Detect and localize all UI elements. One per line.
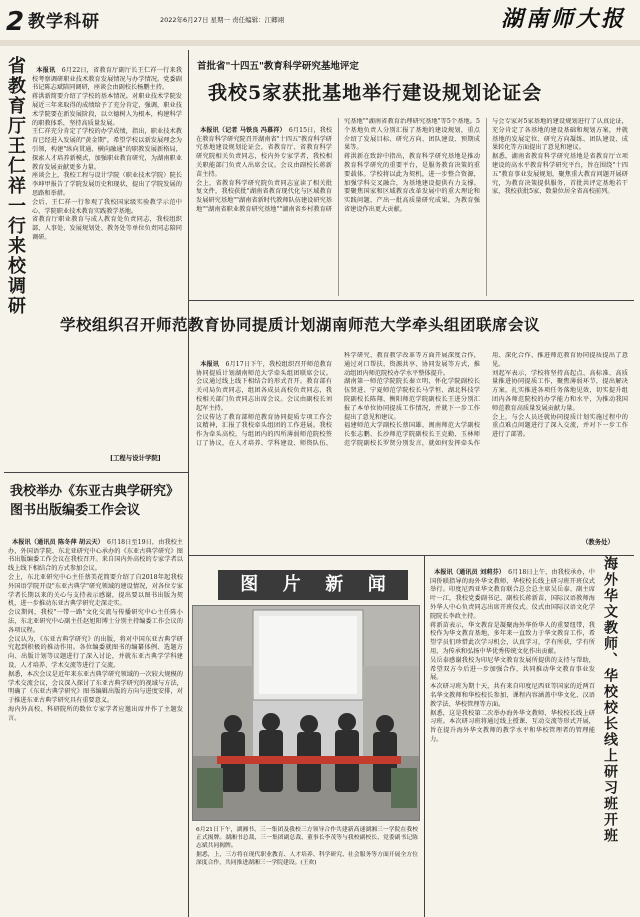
- article-1-byline: 本报讯: [36, 66, 56, 74]
- article-6-byline: 本报讯（通讯员 刘莉芬）: [434, 568, 502, 576]
- column-divider: [424, 555, 425, 917]
- section-title: 教学科研: [28, 12, 100, 32]
- article-1-credit: [工程与设计学院]: [110, 454, 161, 462]
- masthead: 湖南师大报: [500, 6, 626, 32]
- photo-news-char: 图: [240, 574, 259, 596]
- article-1-headline: 省教育厅王仁祥一行来校调研: [5, 56, 26, 316]
- news-photo: [192, 605, 420, 821]
- article-2-headline: 我校5家获批基地举行建设规划论证会: [208, 82, 543, 104]
- article-2-body: [196, 118, 628, 296]
- column-divider: [188, 50, 189, 300]
- row-divider: [188, 300, 634, 301]
- header-rule: [0, 40, 640, 46]
- article-2-text: 6月15日，我校在教育科学研究院召开湖南省"十四五"教育科学研究基地建设规划论证会，省教育厅、省教育科学研究院相关负责同志，校内外专家学者，我校相关职能部门负责人出席会议。会议由副校长蒋新苗主持。 会上，省教育科学研究院负责同志宣读了相关批复文件，我校获批"湖南省教育现代化与区域教育发展研究基地""湖南省新时代教师队伍建设研究基地""湖南省职业教育研究基地""湖南省乡村教育研究基地""湖南省教育治理研究基地"等5个基地。5个基地负责人分别汇报了基地的建设规划，重点介绍了发展目标、研究方向、团队建设、预期成果等。 蒋洪新在致辞中指出，教育科学研究基地是推动教育科学研究的重要平台，是服务教育决策的重要载体。学校将以此为契机，进一步整合资源，加强学科交叉融合，为基地建设提供有力支撑。要聚焦国家和区域教育改革发展中的重大理论和实践问题，产出一批高质量研究成果，为教育强省建设作出更大贡献。 与会专家对5家基地的建设规划进行了认真论证，充分肯定了各基地的建设基础和规划方案，并就基地的发展定位、研究方向凝练、团队建设、成果转化等方面提出了意见和建议。 据悉，湖南省教育科学研究基地是省教育厅立项建设的高水平教育科学研究平台，旨在围绕"十四五"教育事业发展规划，聚焦重大教育问题开展研究，为教育决策提供服务，首批共评定基地若干家，我校获批5家，数量位居全省高校前列。: [196, 118, 628, 213]
- article-2-byline: 本报讯（记者 马铁良 冯慕祥）: [200, 126, 283, 134]
- dateline: 2022年6月27日 星期一 责任编辑：江卿翊: [160, 16, 285, 24]
- article-4-byline: 本报讯（通讯员 陈冬萍 胡云天）: [12, 538, 101, 546]
- article-4-headline: 我校举办《东亚古典学研究》图书出版编委工作会议: [10, 484, 173, 518]
- photo-news-label: [218, 570, 408, 600]
- article-4-body: [8, 530, 183, 914]
- article-6-body: [430, 560, 595, 914]
- article-3-headline: 学校组织召开师范教育协同提质计划湖南师范大学牵头组团联席会议: [60, 315, 541, 334]
- article-2-kicker: 首批省"十四五"教育科学研究基地评定: [197, 61, 359, 72]
- article-1-body: [32, 58, 182, 452]
- photo-news-char: 片: [282, 574, 301, 596]
- article-6-headline: 海外华文教师、华校校长线上研习班开班: [602, 556, 618, 844]
- article-1-text: 6月22日，省教育厅副厅长王仁祥一行来我校考察调研职业技术教育发展情况与办学情况。党委副书记陈志斌陪同调研，座谈会由副校长杨鹏主持。 蒋洪新简要介绍了学校的基本情况。对职业技术学院发展近三年来取得的成绩给予了充分肯定，强调，职业技术学院要在新发展阶段，以立德树人为根本，构建科学的职教体系，坚持高质量发展。 王仁祥充分肯定了学校的办学成绩，指出，职业技术教育已经进入发展的"黄金期"，希望学校以新发展理念为引领，构建"纵向贯通、横向融通"的职教发展新格局，探索人才培养新模式，加强职业教育研究，为湖南职业教育发展贡献更多力量。 座谈会上，我校工程与设计学院（职业技术学院）院长李坤甲报告了学院发展历史和现状，提出了学院发展的思路和举措。 会后，王仁祥一行参观了我校国家级实验教学示范中心、学院职业技术教育实践教学基地。 省教育厅职业教育与成人教育处负责同志，我校组织部、人事处、发展规划处、教务处等单位负责同志陪同调研。: [32, 66, 182, 241]
- article-3-text: 6月17日下午，我校组织召开师范教育协同提质计划湖南师范大学牵头组团联席会议。会议通过线上线下相结合的形式召开。教育部有关司局负责同志，组团各成员高校负责同志，我校相关部门负责同志出席会议。会议由副校长刘起军主持。 会议传达了教育部师范教育协同提质专项工作会议精神，汇报了我校牵头组团的工作进展。我校作为牵头高校，与组团内的四所薄弱师范院校签订了协议，在人才培养、学科建设、师资队伍、科学研究、教育教学改革等方面开展深度合作，通过对口帮扶、资源共享、协同发展等方式，推动组团内师范院校办学水平整体提升。 湖南第一师范学院院长秦立明、怀化学院副校长伍贤进、宁夏师范学院校长马学恒、湖北科技学院副校长陈翔、衡阳师范学院副校长王进分别汇报了本单位协同提质工作情况，并就下一步工作提出了意见和建议。 福建师范大学副校长蔡国雄、闽南师范大学副校长张志鹏、长沙师范学院副校长王克勤、玉林师范学院副校长罗贤分别发言，就如何发挥牵头作用、深化合作、推进师范教育协同提质提出了意见。 刘起军表示，学校将坚持高起点、高标准、高质量推进协同提质工作，聚焦薄弱环节，提出解决方案，扎实推进各项任务落地见效，切实提升组团内各师范院校的办学能力和水平，为推动我国师范教育高质量发展贡献力量。 会上，与会人员还就协同提质计划实施过程中的重点难点问题进行了深入交流，并对下一步工作进行了部署。: [196, 352, 628, 447]
- article-6-text: 6月18日上午，由我校承办，中国侨联指导的海外华文教师、华校校长线上研习班开班仪式举行。印度尼西亚华文教育联合总会总主席吴岳泰、副主席叶一江，我校党委副书记、副校长蒋新苗，国际汉语教师海外华人中心负责同志出席开班仪式。仪式由国际汉语文化学院院长李政主持。 蒋新苗表示，华文教育是凝聚海外华侨华人的重要纽带，我校作为华文教育基地，多年来一直致力于华文教育工作，希望学员们珍惜此次学习机会，认真学习，学有所获，学有所用，为传承和弘扬中华优秀传统文化作出贡献。 吴岳泰感谢我校为印尼华文教育发展所提供的支持与帮助，希望双方今后进一步加强合作，共同推动华文教育事业发展。 本次研习班为期十天，共有来自印度尼西亚等国家的近两百名华文教师和华校校长参加，课程内容涵盖中华文化、汉语教学法、华校管理等方面。 据悉，这是我校第二次举办海外华文教师、华校校长线上研习班。本次研习班将通过线上授课、互动交流等形式开展，旨在提升海外华文教师的教学水平和华校管理者的管理能力。: [430, 568, 595, 743]
- article-4-text: 6月18日至19日，由我校主办，外国语学院、东北亚研究中心承办的《东亚古典学研究》图书出版编委工作会议在我校召开。来自国内外高校的专家学者以线上线下相结合的方式参加会议。 会上，东北亚研究中心主任蔡美花简要介绍了自2018年起我校外国语学院开设"东亚古典学"研究领域的建设情况，对各位专家学者长期以来的关心与支持表示感谢，提出要以图书出版为契机，进一步推动东亚古典学研究走深走实。 会议期间，我校"一带一路"文化交流与传播研究中心主任陈小法，东北亚研究中心副主任赵旭阳博士分别主持编委工作会议的各项议程。 会议认为，《东亚古典学研究》的出版，将对中国东亚古典学研究起到积极的推动作用。各位编委就图书的编纂体例、选题方向、出版计划等议题进行了深入讨论，并就东亚古典学学科建设、人才培养、学术交流等进行了交流。 据悉，本次会议是近年来东亚古典学研究领域的一次较大规模的学术交流会议，会议深入探讨了东亚古典学研究的视域与方法，明确了《东亚古典学研究》图书编辑出版的方向与进度安排，对于推进东亚古典学研究具有重要意义。 海内外高校、科研院所的数位专家学者应邀出席并作了主题发言。: [8, 538, 183, 722]
- photo-news-char: 新: [325, 574, 344, 596]
- row-divider: [188, 555, 634, 556]
- column-divider: [188, 300, 189, 917]
- photo-news-char: 闻: [367, 574, 386, 596]
- unveiling-ceremony-photo: [193, 606, 420, 821]
- article-3-body: [196, 352, 628, 548]
- row-divider: [4, 472, 188, 473]
- article-3-byline: 本报讯: [200, 360, 220, 368]
- page-number: 2: [6, 7, 25, 37]
- article-3-credit: （教务处）: [582, 538, 614, 546]
- photo-caption: 6月21日下午，湖湘书、三一集团及我校三方领导合作共建新高速湖湘三一学院在我校正式揭牌。湖湘书总裁、三一集团副总裁、董事长李茂等与我校副校长、党委副书记陈志斌共同揭牌。 据悉，上，三方将在现代职业教育、人才培养、科学研究、社会服务等方面开展全方位深度合作，共同推进湖湘三一学院建设。(王欢): [196, 827, 418, 866]
